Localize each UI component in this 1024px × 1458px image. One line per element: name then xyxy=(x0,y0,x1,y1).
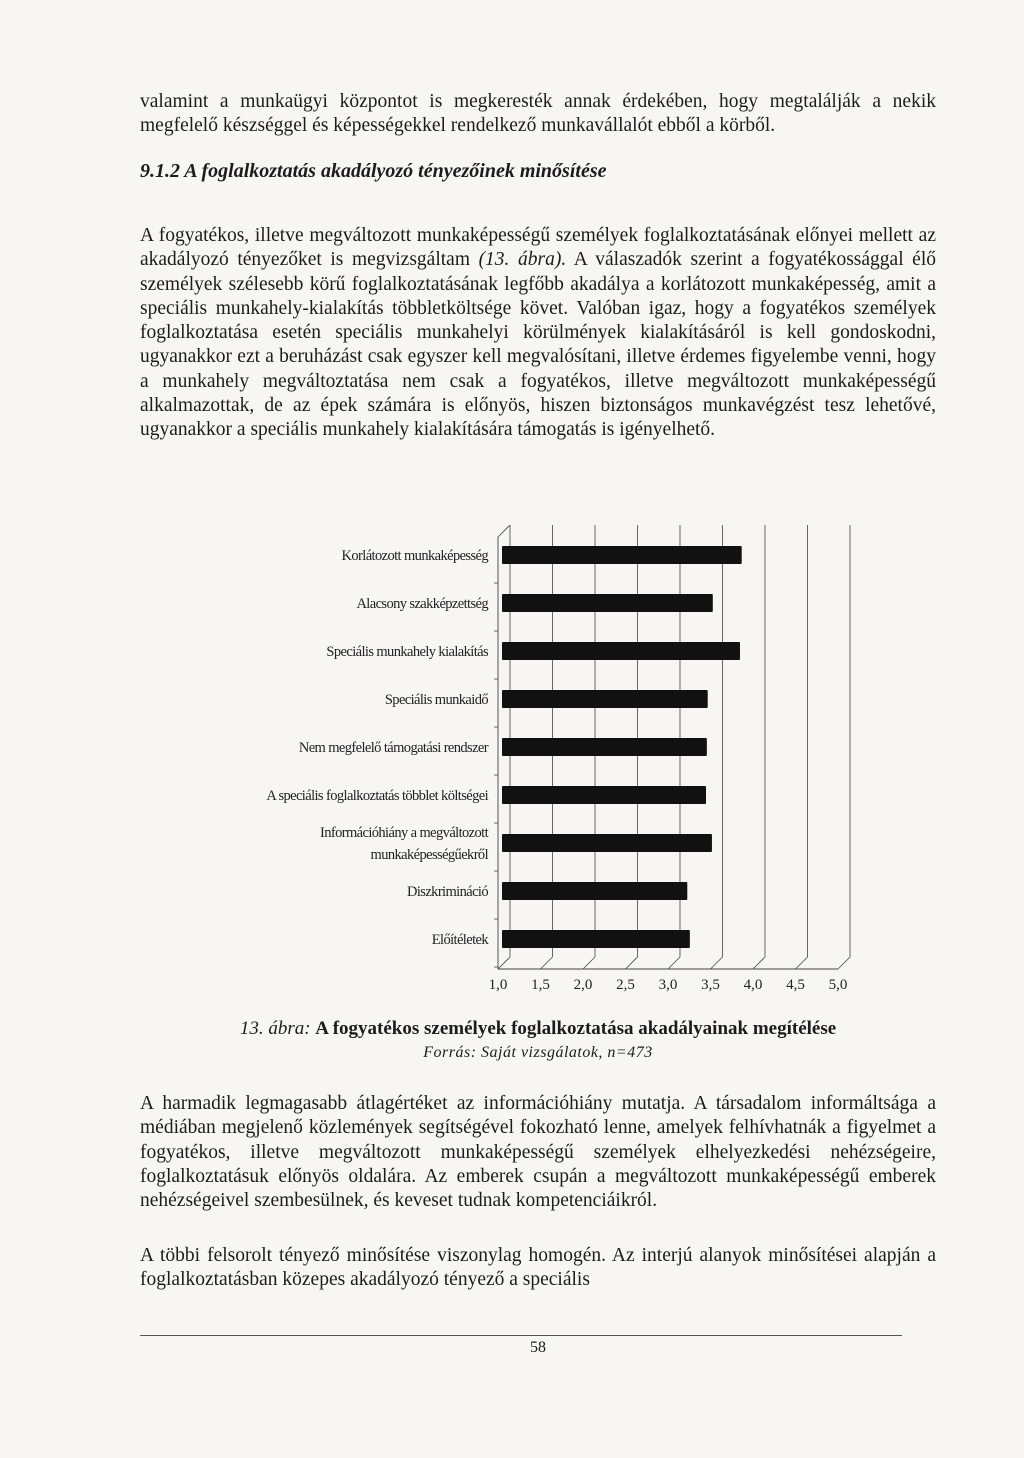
paragraph-text: A fogyatékos, illetve megváltozott munkaképességű személyek foglalkoztatásának előnyei mellett az akadályozó tényezőket is megvizsgáltam xyxy=(140,225,936,271)
x-tick-label: 2,0 xyxy=(573,977,593,993)
category-label xyxy=(266,788,488,804)
paragraph-intro: valamint a munkaügyi központot is megkeresték annak érdekében, hogy megtalálják a nekik megfelelő készséggel és képességekkel rendelkező munkavállalót ebből a körből. xyxy=(140,91,936,137)
x-tick-label: 3,0 xyxy=(658,977,678,993)
x-tick-label: 4,0 xyxy=(743,977,763,993)
bar-chart xyxy=(160,515,880,1005)
paragraph-information: A harmadik legmagasabb átlagértéket az információhiány mutatja. A társadalom informáltsága a médiában megjelenő közlemények segítségével fokozható lenne, amelyek felhívhatnák a figyelmet a fogyatékos, illetve megváltozott munkaképességű személyek elhelyezkedési nehézségeire, foglalkoztatásuk előnyös oldalára. Az emberek csupán a megváltozott munkaképességű emberek nehézségeivel szembesülnek, és keveset tudnak kompetenciáikról. xyxy=(140,1093,936,1212)
floor-line xyxy=(711,957,723,969)
category-label xyxy=(407,884,488,900)
bar xyxy=(502,690,708,708)
bar xyxy=(502,546,742,564)
page-number: 58 xyxy=(530,1339,546,1356)
bar xyxy=(502,642,740,660)
category-label xyxy=(432,932,490,948)
bar xyxy=(502,738,707,756)
paragraph-text: A válaszadók szerint a fogyatékossággal élő személyek szélesebb körű foglalkoztatásának legfőbb akadálya a korlátozott munkaképesség, amit a speciális munkahely-kialakítás többletköltsége követ. Valóban igaz, hogy a fogyatékos személyek foglalkoztatása esetén speciális munkahelyi körülmények kialakításáról is kell gondoskodni, ugyanakkor ezt a beruházást csak egyszer kell megvalósítani, illetve érdemes figyelembe venni, hogy a munkahely megváltoztatása nem csak a fogyatékos, illetve megváltozott munkaképességű alkalmazottak, de az épek számára is előnyös, hiszen biztonságos munkavégzést tesz lehetővé, ugyanakkor a speciális munkahely kialakítására támogatás is igényelhető. xyxy=(140,249,936,441)
bar xyxy=(502,786,706,804)
footer-divider xyxy=(140,1335,902,1336)
category-label-line: Alacsony szakképzettség xyxy=(356,596,488,612)
bar xyxy=(502,882,687,900)
figure-reference: (13. ábra). xyxy=(478,249,567,271)
section-heading: 9.1.2 A foglalkoztatás akadályozó tényezőinek minősítése xyxy=(140,160,607,182)
figure-source: Forrás: Saját vizsgálatok, n=473 xyxy=(423,1044,653,1061)
figure-number: 13. ábra: xyxy=(239,1018,311,1039)
category-label xyxy=(299,740,489,756)
category-label xyxy=(385,692,489,708)
category-label xyxy=(326,644,489,660)
floor-line xyxy=(796,957,808,969)
floor-line xyxy=(583,957,595,969)
floor-line xyxy=(753,957,765,969)
figure-caption xyxy=(140,1018,936,1040)
floor-line xyxy=(541,957,553,969)
x-tick-label: 5,0 xyxy=(828,977,848,993)
x-tick-label: 1,5 xyxy=(531,977,550,993)
category-label-line: A speciális foglalkoztatás többlet költségei xyxy=(266,788,488,804)
floor-line xyxy=(626,957,638,969)
category-label-line: Diszkrimináció xyxy=(407,884,488,900)
floor-line xyxy=(498,957,510,969)
category-label xyxy=(320,825,489,863)
category-label-line: Információhiány a megváltozott xyxy=(319,825,488,841)
floor-line xyxy=(668,957,680,969)
x-tick-label: 2,5 xyxy=(616,977,635,993)
category-label-line: Nem megfelelő támogatási rendszer xyxy=(298,740,488,756)
floor-line xyxy=(838,957,850,969)
bar xyxy=(502,930,690,948)
bar xyxy=(502,594,713,612)
category-label-line: Speciális munkahely kialakítás xyxy=(326,644,488,660)
bar xyxy=(502,834,712,852)
x-tick-label: 4,5 xyxy=(786,977,805,993)
paragraph-homogeneous: A többi felsorolt tényező minősítése viszonylag homogén. Az interjú alanyok minősítései alapján a foglalkoztatásban közepes akadályozó tényező a speciális xyxy=(140,1245,936,1291)
category-label-line: Speciális munkaidő xyxy=(384,692,488,708)
paragraph-obstacles xyxy=(140,224,936,443)
category-label xyxy=(342,548,489,564)
corner-line xyxy=(498,525,510,537)
category-label-line: munkaképességűekről xyxy=(370,847,488,863)
x-tick-label: 3,5 xyxy=(701,977,720,993)
category-label-line: Előítéletek xyxy=(431,932,488,948)
category-label-line: Korlátozott munkaképesség xyxy=(341,548,488,564)
x-tick-label: 1,0 xyxy=(488,977,508,993)
category-label xyxy=(356,596,488,612)
figure-title: A fogyatékos személyek foglalkoztatása akadályainak megítélése xyxy=(315,1018,837,1039)
